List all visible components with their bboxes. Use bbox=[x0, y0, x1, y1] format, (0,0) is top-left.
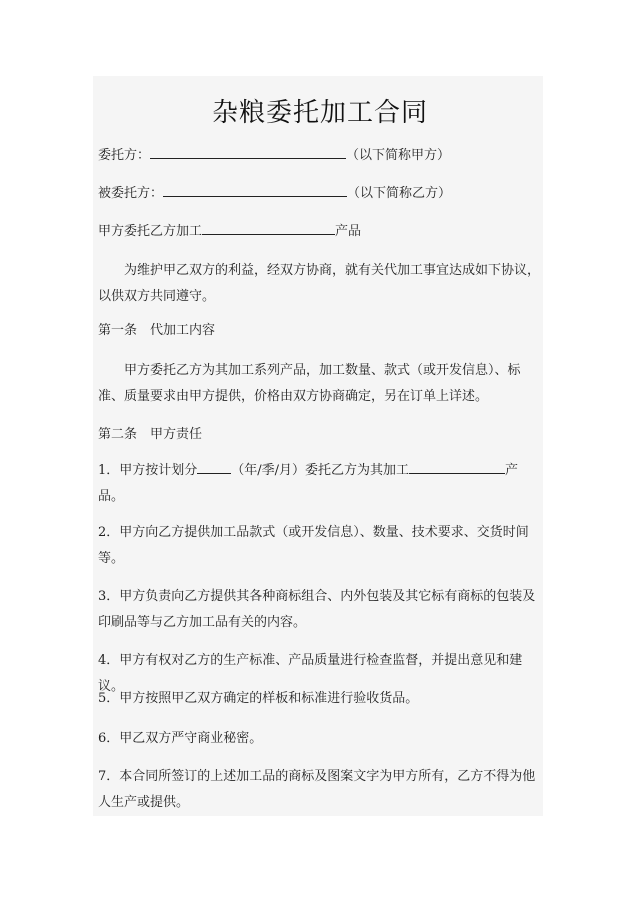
article1-heading: 第一条 代加工内容 bbox=[98, 323, 216, 338]
party-b-suffix: （以下简称乙方） bbox=[347, 186, 452, 201]
article1-text: 甲方委托乙方为其加工系列产品，加工数量、款式（或开发信息）、标准、质量要求由甲方提供，价格由双方协商确定，另在订单上详述。 bbox=[98, 363, 521, 404]
product-line-prefix: 甲方委托乙方加工 bbox=[98, 224, 203, 239]
item1-blank-period bbox=[197, 459, 231, 474]
item1-part-d: 品。 bbox=[98, 489, 125, 504]
article2-item-4: 4．甲方有权对乙方的生产标准、产品质量进行检查监督，并提出意见和建议。 bbox=[98, 653, 523, 694]
article2-item-3: 3．甲方负责向乙方提供其各种商标组合、内外包装及其它标有商标的包装及印刷品等与乙方加工品有关的内容。 bbox=[98, 589, 536, 630]
item1-part-c: 产 bbox=[505, 463, 519, 478]
party-a-line bbox=[98, 144, 548, 167]
article2-item-7: 7．本合同所签订的上述加工品的商标及图案文字为甲方所有，乙方不得为他人生产或提供。 bbox=[98, 769, 536, 810]
article2-item-2: 2．甲方向乙方提供加工品款式（或开发信息）、数量、技术要求、交货时间等。 bbox=[98, 525, 529, 566]
item1-part-b: （年/季/月）委托乙方为其加工 bbox=[231, 463, 410, 478]
product-blank bbox=[202, 220, 335, 235]
party-a-blank bbox=[150, 144, 346, 159]
item1-blank-product bbox=[409, 459, 505, 474]
article2-item-5: 5．甲方按照甲乙双方确定的样板和标准进行验收货品。 bbox=[98, 691, 419, 706]
contract-title: 杂粮委托加工合同 bbox=[211, 98, 428, 128]
party-a-suffix: （以下简称甲方） bbox=[346, 148, 451, 163]
party-a-label: 委托方： bbox=[98, 148, 151, 163]
article2-item-1 bbox=[98, 458, 543, 510]
party-b-line bbox=[98, 182, 548, 205]
intro-paragraph: 为维护甲乙双方的利益，经双方协商，就有关代加工事宜达成如下协议，以供双方共同遵守。 bbox=[98, 263, 541, 304]
article2-heading: 第二条 甲方责任 bbox=[98, 427, 203, 442]
article2-item-6: 6．甲乙双方严守商业秘密。 bbox=[98, 731, 263, 746]
party-b-blank bbox=[163, 182, 347, 197]
product-line-suffix: 产品 bbox=[335, 224, 362, 239]
product-line bbox=[98, 220, 548, 243]
party-b-label: 被委托方： bbox=[98, 186, 164, 201]
item1-part-a: 1．甲方按计划分 bbox=[98, 463, 198, 478]
